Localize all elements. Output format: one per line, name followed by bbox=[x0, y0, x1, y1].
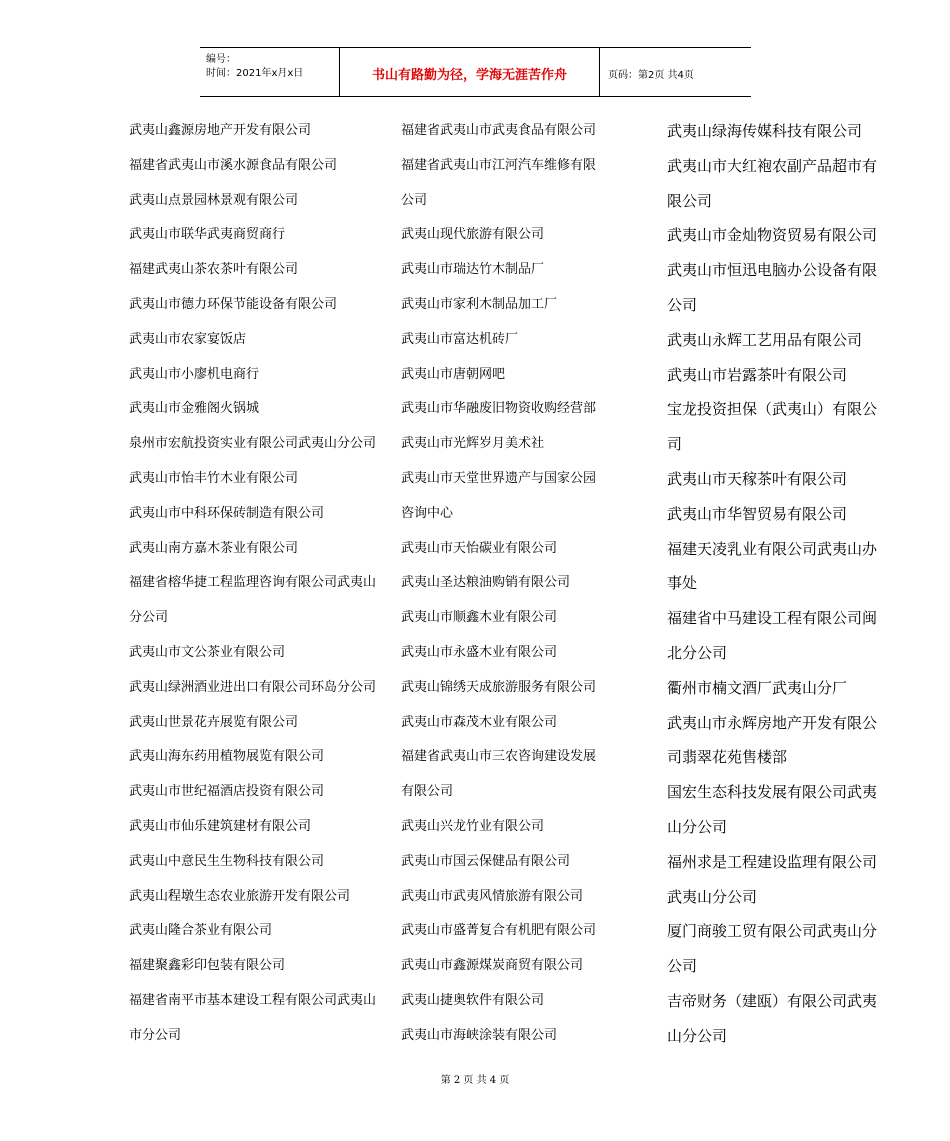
company-list-item: 福建省榕华捷工程监理咨询有限公司武夷山 bbox=[129, 575, 377, 591]
company-list-item: 武夷山市鑫源煤炭商贸有限公司 bbox=[401, 958, 584, 974]
company-list-item: 福建省武夷山市武夷食品有限公司 bbox=[401, 123, 597, 138]
company-list-item: 武夷山隆合茶业有限公司 bbox=[129, 923, 273, 939]
company-list-item: 福州求是工程建设监理有限公司 bbox=[667, 852, 878, 871]
company-list-item: 武夷山市国云保健品有限公司 bbox=[401, 853, 571, 869]
company-list-item: 国宏生态科技发展有限公司武夷 bbox=[667, 783, 878, 802]
company-list-item: 有限公司 bbox=[401, 784, 454, 800]
company-list-item: 武夷山鑫源房地产开发有限公司 bbox=[129, 123, 312, 138]
company-list-item: 福建省武夷山市溪水源食品有限公司 bbox=[129, 157, 338, 173]
company-list-item: 武夷山市德力环保节能设备有限公司 bbox=[129, 296, 338, 312]
company-list-item: 武夷山市恒迅电脑办公设备有限 bbox=[667, 261, 878, 280]
company-list-item: 衢州市楠文酒厂武夷山分厂 bbox=[667, 678, 848, 697]
company-list-item: 武夷山市富达机砖厂 bbox=[401, 331, 519, 347]
company-list-item: 吉帝财务（建瓯）有限公司武夷 bbox=[667, 991, 878, 1010]
company-list-item: 厦门商骏工贸有限公司武夷山分 bbox=[667, 922, 878, 941]
company-list-item: 武夷山绿洲酒业进出口有限公司环岛分公司 bbox=[129, 679, 377, 695]
company-list-column-3 bbox=[667, 114, 877, 1054]
company-list-item: 武夷山市文公茶业有限公司 bbox=[129, 644, 286, 660]
company-list-item: 咨询中心 bbox=[401, 505, 454, 521]
document-time-label: 时间：2021年x月x日 bbox=[206, 68, 304, 79]
company-list-item: 山分公司 bbox=[667, 817, 728, 836]
company-list-item: 武夷山市华智贸易有限公司 bbox=[667, 504, 848, 523]
company-list-item: 武夷山分公司 bbox=[667, 887, 758, 906]
company-list-item: 武夷山现代旅游有限公司 bbox=[401, 227, 545, 243]
company-list-item: 武夷山市家利木制品加工厂 bbox=[401, 296, 558, 312]
company-list-item: 武夷山点景园林景观有限公司 bbox=[129, 192, 299, 208]
company-list-item: 武夷山市永盛木业有限公司 bbox=[401, 644, 558, 660]
header-motto: 书山有路勤为径，学海无涯苦作舟 bbox=[371, 68, 567, 83]
company-list-item: 宝龙投资担保（武夷山）有限公 bbox=[667, 400, 878, 419]
company-list-item: 武夷山南方嘉木茶业有限公司 bbox=[129, 540, 299, 556]
company-list-item: 武夷山程墩生态农业旅游开发有限公司 bbox=[129, 888, 351, 904]
company-list-item: 分公司 bbox=[129, 610, 169, 626]
company-list-item: 武夷山市森茂木业有限公司 bbox=[401, 714, 558, 730]
company-list-item: 武夷山市仙乐建筑建材有限公司 bbox=[129, 818, 312, 834]
header-page-info: 页码：第2页 共4页 bbox=[608, 70, 694, 81]
company-list-column-1 bbox=[129, 114, 376, 1054]
company-list-item: 武夷山市光辉岁月美术社 bbox=[401, 436, 545, 452]
company-list-item: 武夷山市世纪福酒店投资有限公司 bbox=[129, 784, 325, 800]
company-list-item: 限公司 bbox=[667, 191, 713, 210]
company-list-item: 北分公司 bbox=[667, 643, 728, 662]
company-list-item: 武夷山市唐朝网吧 bbox=[401, 366, 506, 382]
company-list-item: 武夷山市华融废旧物资收购经营部 bbox=[401, 401, 597, 417]
company-list-item: 武夷山中意民生生物科技有限公司 bbox=[129, 853, 325, 869]
company-list-item: 武夷山市怡丰竹木业有限公司 bbox=[129, 470, 299, 486]
header-motto-cell bbox=[340, 48, 600, 96]
company-list-column-2 bbox=[401, 114, 596, 1054]
company-list-item: 公司 bbox=[667, 957, 698, 976]
document-number-label: 编号： bbox=[206, 54, 236, 65]
company-list-item: 福建天凌乳业有限公司武夷山办 bbox=[667, 539, 878, 558]
company-list-item: 武夷山市瑞达竹木制品厂 bbox=[401, 262, 545, 278]
company-list-item: 武夷山市海峡涂装有限公司 bbox=[401, 1027, 558, 1043]
company-list-item: 泉州市宏航投资实业有限公司武夷山分公司 bbox=[129, 436, 377, 452]
company-list-item: 山分公司 bbox=[667, 1026, 728, 1045]
company-list-item: 武夷山永辉工艺用品有限公司 bbox=[667, 330, 863, 349]
company-list-item: 武夷山市永辉房地产开发有限公 bbox=[667, 713, 878, 732]
company-list-item: 福建省武夷山市江河汽车维修有限 bbox=[401, 157, 597, 173]
company-list-item: 事处 bbox=[667, 574, 698, 593]
page-header bbox=[200, 47, 751, 97]
company-list-item: 公司 bbox=[401, 192, 428, 208]
header-meta-cell bbox=[200, 48, 340, 96]
company-list-item: 市分公司 bbox=[129, 1027, 182, 1043]
company-list-item: 武夷山市小廖机电商行 bbox=[129, 366, 260, 382]
company-list-item: 福建省武夷山市三农咨询建设发展 bbox=[401, 749, 597, 765]
header-page-cell bbox=[600, 48, 751, 96]
company-list-item: 武夷山世景花卉展览有限公司 bbox=[129, 714, 299, 730]
company-list-item: 武夷山市中科环保砖制造有限公司 bbox=[129, 505, 325, 521]
company-list-item: 武夷山市农家宴饭店 bbox=[129, 331, 247, 347]
company-list-item: 武夷山市顺鑫木业有限公司 bbox=[401, 610, 558, 626]
company-list-item: 武夷山市金灿物资贸易有限公司 bbox=[667, 226, 878, 245]
company-list-item: 武夷山绿海传媒科技有限公司 bbox=[667, 122, 863, 140]
company-list-item: 司 bbox=[667, 435, 683, 454]
company-list-item: 武夷山海东药用植物展览有限公司 bbox=[129, 749, 325, 765]
company-list-item: 福建省中马建设工程有限公司闽 bbox=[667, 609, 878, 628]
company-list-item: 司翡翠花苑售楼部 bbox=[667, 748, 788, 767]
company-list-item: 武夷山市天堂世界遗产与国家公园 bbox=[401, 470, 597, 486]
company-list-item: 武夷山圣达粮油购销有限公司 bbox=[401, 575, 571, 591]
company-list-item: 武夷山锦绣天成旅游服务有限公司 bbox=[401, 679, 597, 695]
company-list-item: 武夷山市大红袍农副产品超市有 bbox=[667, 156, 878, 175]
company-list-item: 武夷山兴龙竹业有限公司 bbox=[401, 818, 545, 834]
company-list-item: 武夷山市金雅阁火锅城 bbox=[129, 401, 260, 417]
company-list-item: 武夷山市盛菁复合有机肥有限公司 bbox=[401, 923, 597, 939]
company-list-item: 福建省南平市基本建设工程有限公司武夷山 bbox=[129, 992, 377, 1008]
company-list-item: 武夷山市联华武夷商贸商行 bbox=[129, 227, 286, 243]
page-footer: 第 2 页 共 4 页 bbox=[440, 1075, 510, 1086]
company-list-item: 武夷山市天怡碳业有限公司 bbox=[401, 540, 558, 556]
company-list-item: 福建武夷山茶农茶叶有限公司 bbox=[129, 262, 299, 278]
company-list-item: 武夷山市天稼茶叶有限公司 bbox=[667, 469, 848, 488]
company-list-item: 武夷山市岩露茶叶有限公司 bbox=[667, 365, 848, 384]
company-list-item: 武夷山市武夷风情旅游有限公司 bbox=[401, 888, 584, 904]
company-list-item: 福建聚鑫彩印包装有限公司 bbox=[129, 958, 286, 974]
company-list-item: 武夷山捷奥软件有限公司 bbox=[401, 992, 545, 1008]
company-list-item: 公司 bbox=[667, 295, 698, 314]
